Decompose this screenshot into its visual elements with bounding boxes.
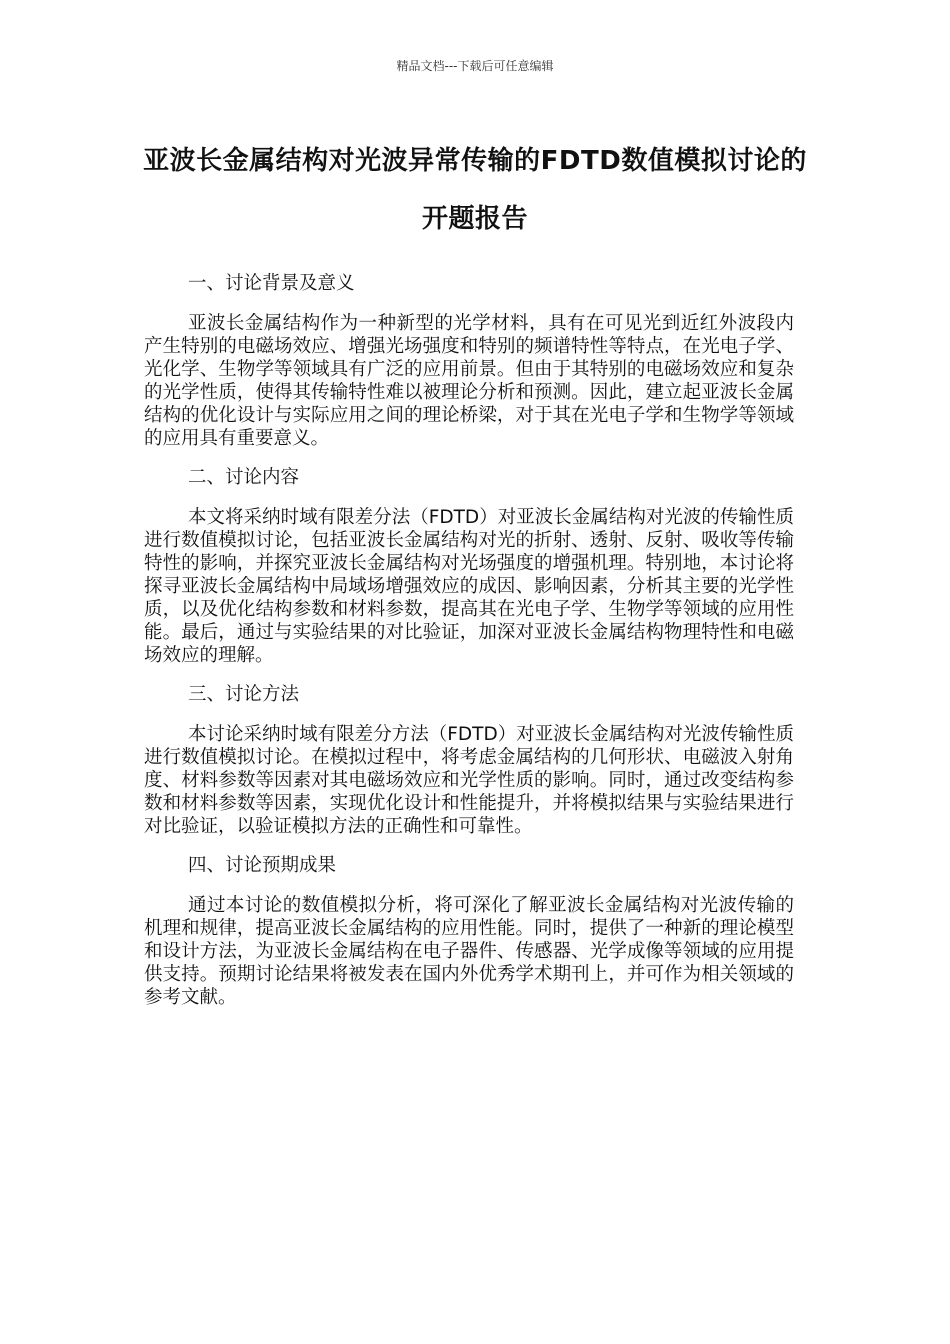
section-heading-background: 一、讨论背景及意义 (188, 273, 355, 294)
section-body-expected-results: 通过本讨论的数值模拟分析，将可深化了解亚波长金属结构对光波传输的机理和规律，提高亚波长金属结构的应用性能。同时，提供了一种新的理论模型和设计方法，为亚波长金属结构在电子器件、传感器、光学成像等领域的应用提供支持。预期讨论结果将被发表在国内外优秀学术期刊上，并可作为相关领域的参考文献。 (144, 895, 794, 1008)
document-title: 亚波长金属结构对光波异常传输的FDTD数值模拟讨论的开题报告 (143, 146, 807, 234)
section-body-background: 亚波长金属结构作为一种新型的光学材料，具有在可见光到近红外波段内产生特别的电磁场效应、增强光场强度和特别的频谱特性等特点，在光电子学、光化学、生物学等领域具有广泛的应用前景。但由于其特别的电磁场效应和复杂的光学性质，使得其传输特性难以被理论分析和预测。因此，建立起亚波长金属结构的优化设计与实际应用之间的理论桥梁，对于其在光电子学和生物学等领域的应用具有重要意义。 (144, 313, 794, 449)
section-heading-expected-results: 四、讨论预期成果 (188, 855, 337, 876)
header-note: 精品文档---下载后可任意编辑 (396, 59, 554, 73)
section-body-content: 本文将采纳时域有限差分法（FDTD）对亚波长金属结构对光波的传输性质进行数值模拟讨论，包括亚波长金属结构对光的折射、透射、反射、吸收等传输特性的影响，并探究亚波长金属结构对光场强度的增强机理。特别地，本讨论将探寻亚波长金属结构中局域场增强效应的成因、影响因素，分析其主要的光学性质，以及优化结构参数和材料参数，提高其在光电子学、生物学等领域的应用性能。最后，通过与实验结果的对比验证，加深对亚波长金属结构物理特性和电磁场效应的理解。 (144, 507, 794, 666)
document-body (144, 270, 794, 1023)
section-heading-content: 二、讨论内容 (188, 467, 300, 488)
section-body-method: 本讨论采纳时域有限差分方法（FDTD）对亚波长金属结构对光波传输性质进行数值模拟讨论。在模拟过程中，将考虑金属结构的几何形状、电磁波入射角度、材料参数等因素对其电磁场效应和光学性质的影响。同时，通过改变结构参数和材料参数等因素，实现优化设计和性能提升，并将模拟结果与实验结果进行对比验证，以验证模拟方法的正确性和可靠性。 (144, 724, 794, 837)
section-heading-method: 三、讨论方法 (188, 684, 300, 705)
